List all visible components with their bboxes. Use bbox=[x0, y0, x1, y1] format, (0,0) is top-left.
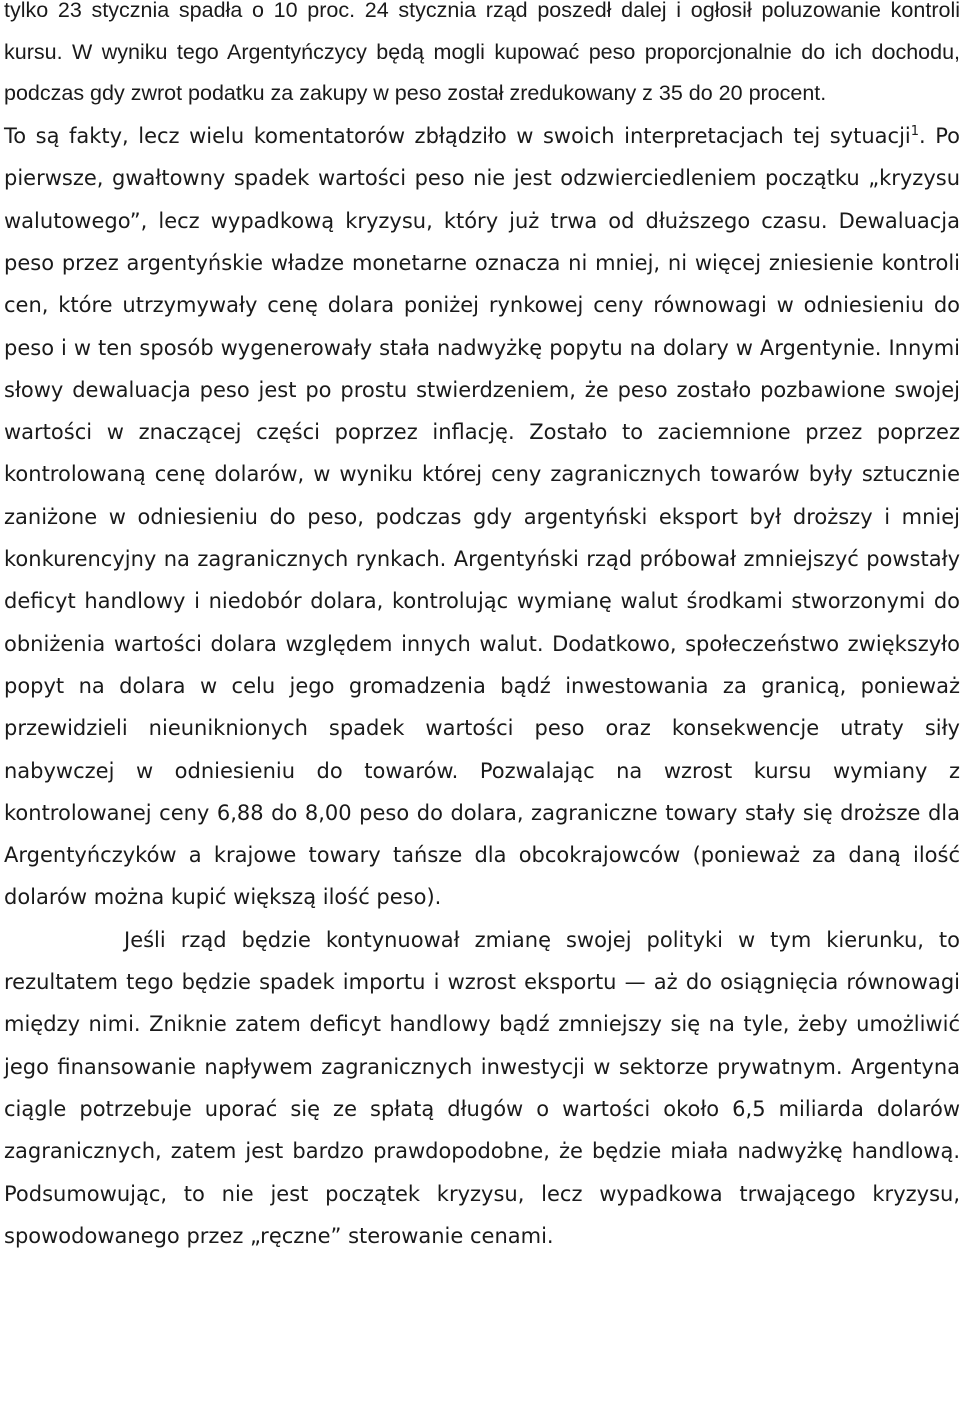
paragraph-intro: tylko 23 stycznia spadła o 10 proc. 24 stycznia rząd poszedł dalej i ogłosił poluzowanie kontroli kursu. W wyniku tego Argentyńczycy będą mogli kupować peso proporcjonalnie do ich dochodu, podczas gdy zwrot podatku za zakupy w peso został zredukowany z 35 do 20 procent. bbox=[4, 0, 960, 106]
paragraph-facts-text-end: . Po pierwsze, gwałtowny spadek wartości peso nie jest odzwierciedleniem początku „kryzysu walutowego”, lecz wypadkową kryzysu, który już trwa od dłuższego czasu. Dewaluacja peso przez argentyńskie władze monetarne oznacza ni mniej, ni więcej zniesienie kontroli cen, które utrzymywały cenę dolara poniżej rynkowej ceny równowagi w odniesieniu do peso i w ten sposób wygenerowały stała nadwyżkę popytu na dolary w Argentynie. Innymi słowy dewaluacja peso jest po prostu stwierdzeniem, że peso zostało pozbawione swojej wartości w znaczącej części poprzez inflację. Zostało to zaciemnione przez poprzez kontrolowaną cenę dolarów, w wyniku której ceny zagranicznych towarów były sztucznie zaniżone w odniesieniu do peso, podczas gdy argentyński eksport był droższy i mniej konkurencyjny na zagranicznych rynkach. Argentyński rząd próbował zmniejszyć powstały deficyt handlowy i niedobór dolara, kontrolując wymianę walut środkami stworzonymi do obniżenia wartości dolara względem innych walut. Dodatkowo, społeczeństwo zwiększyło popyt na dolara w celu jego gromadzenia bądź inwestowania za granicą, ponieważ przewidzieli nieuniknionych spadek wartości peso oraz konsekwencje utraty siły nabywczej w odniesieniu do towarów. Pozwalając na wzrost kursu wymiany z kontrolowanej ceny 6,88 do 8,00 peso do dolara, zagraniczne towary stały się droższe dla Argentyńczyków a krajowe towary tańsze dla obcokrajowców (ponieważ za daną ilość dolarów można kupić większą ilość peso). bbox=[4, 124, 960, 910]
paragraph-conclusion: Jeśli rząd będzie kontynuował zmianę swojej polityki w tym kierunku, to rezultatem tego będzie spadek importu i wzrost eksportu — aż do osiągnięcia równowagi między nimi. Zniknie zatem deficyt handlowy bądź zmniejszy się na tyle, żeby umożliwić jego finansowanie napływem zagranicznych inwestycji w sektorze prywatnym. Argentyna ciągle potrzebuje uporać się ze spłatą długów o wartości około 6,5 miliarda dolarów zagranicznych, zatem jest bardzo prawdopodobne, że będzie miała nadwyżkę handlową. Podsumowując, to nie jest początek kryzysu, lecz wypadkowa trwającego kryzysu, spowodowanego przez „ręczne” sterowanie cenami. bbox=[4, 927, 960, 1248]
paragraph-facts-text-start: To są fakty, lecz wielu komentatorów zbłądziło w swoich interpretacjach tej sytuacji bbox=[4, 124, 911, 149]
footnote-reference[interactable]: 1 bbox=[910, 124, 920, 140]
paragraph-facts bbox=[4, 115, 960, 919]
